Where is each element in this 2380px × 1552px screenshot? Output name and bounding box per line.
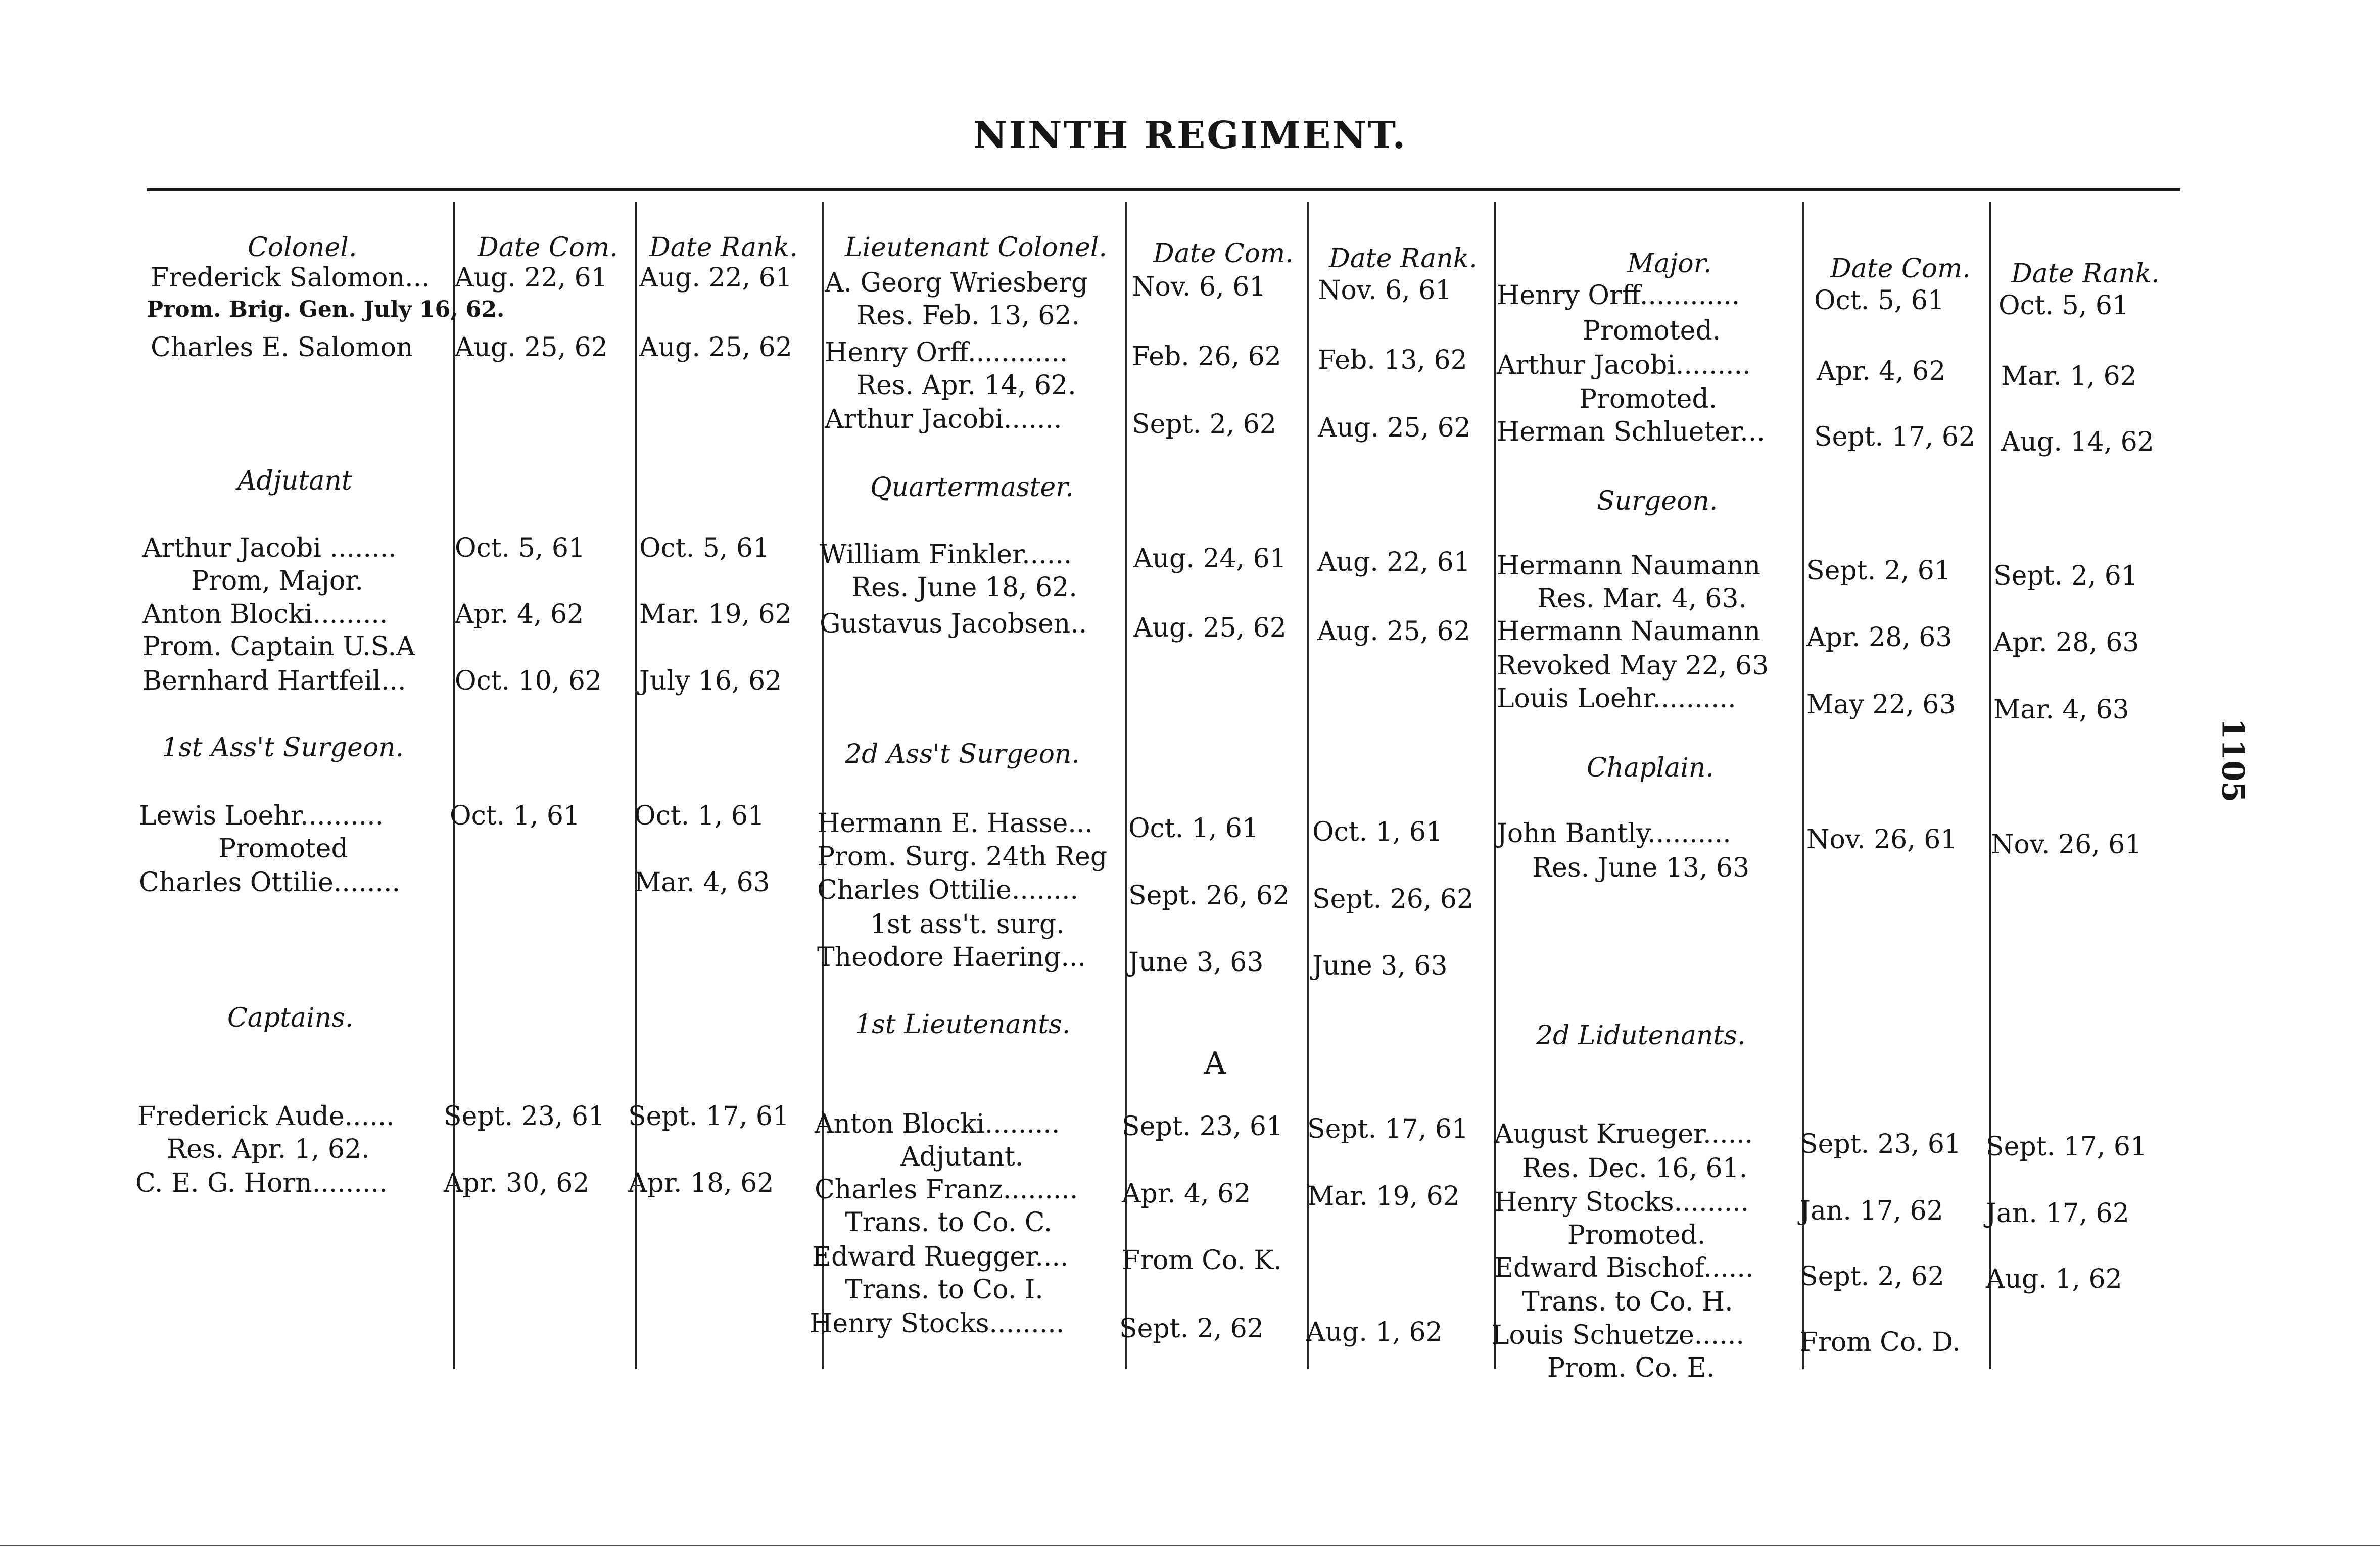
date-rank: Mar. 19, 62 xyxy=(639,599,792,629)
officer-name: John Bantly.......... xyxy=(1497,818,1731,849)
officer-note: Res. Mar. 4, 63. xyxy=(1537,584,1747,614)
header-1st-lieutenants: 1st Lieutenants. xyxy=(855,1009,1071,1040)
date-com: Apr. 28, 63 xyxy=(1806,622,1953,653)
date-rank: Aug. 1, 62 xyxy=(1306,1317,1443,1347)
date-com: Sept. 2, 61 xyxy=(1806,556,1951,586)
date-com: From Co. D. xyxy=(1800,1327,1961,1357)
officer-note: Prom. Captain U.S.A xyxy=(142,632,415,662)
date-com: Oct. 1, 61 xyxy=(450,801,581,831)
officer-name: Louis Schuetze...... xyxy=(1492,1320,1744,1350)
officer-note: Res. June 18, 62. xyxy=(851,572,1077,603)
column-rule xyxy=(1802,202,1804,1369)
date-com: Apr. 30, 62 xyxy=(444,1168,590,1198)
date-com: Nov. 26, 61 xyxy=(1806,825,1958,855)
officer-note: Trans. to Co. I. xyxy=(845,1275,1043,1305)
date-rank: Oct. 5, 61 xyxy=(1998,290,2129,321)
officer-name: Theodore Haering... xyxy=(817,942,1086,973)
officer-note: Res. Apr. 14, 62. xyxy=(856,370,1076,401)
top-rule xyxy=(147,188,2180,191)
officer-note: Prom. Brig. Gen. July 16, 62. xyxy=(147,297,505,322)
header-date-rank-1: Date Rank. xyxy=(649,232,798,263)
officer-name: Charles Ottilie........ xyxy=(139,867,401,898)
date-com: Aug. 25, 62 xyxy=(1133,613,1287,643)
date-com: June 3, 63 xyxy=(1128,947,1264,978)
officer-name: Edward Ruegger.... xyxy=(812,1242,1069,1272)
column-rule xyxy=(1989,202,1991,1369)
date-rank: Aug. 22, 61 xyxy=(639,263,792,293)
officer-note: Promoted xyxy=(218,834,348,864)
date-rank: Nov. 26, 61 xyxy=(1991,830,2142,860)
officer-note: Prom. Surg. 24th Reg xyxy=(817,842,1108,872)
officer-name: Hermann Naumann xyxy=(1497,551,1761,581)
officer-name: Frederick Aude...... xyxy=(137,1101,395,1132)
date-com: Sept. 23, 61 xyxy=(1122,1111,1283,1142)
officer-note: 1st ass't. surg. xyxy=(870,909,1065,940)
date-com: Sept. 23, 61 xyxy=(444,1101,605,1132)
officer-note: Prom. Co. E. xyxy=(1547,1353,1715,1383)
date-rank: Mar. 19, 62 xyxy=(1307,1181,1460,1211)
date-rank: Oct. 1, 61 xyxy=(1312,817,1443,847)
header-date-com-2: Date Com. xyxy=(1153,238,1294,269)
bottom-rule xyxy=(0,1545,2380,1546)
header-2d-lieutenants: 2d Lidutenants. xyxy=(1536,1021,1746,1051)
date-com: Sept. 2, 62 xyxy=(1132,409,1276,440)
officer-name: August Krueger...... xyxy=(1494,1119,1753,1149)
date-com: Sept. 2, 62 xyxy=(1119,1314,1264,1344)
officer-note: Res. Apr. 1, 62. xyxy=(167,1134,370,1165)
officer-note: Res. June 13, 63 xyxy=(1532,853,1750,883)
officer-note: Prom, Major. xyxy=(191,566,363,596)
date-com: Nov. 6, 61 xyxy=(1132,272,1266,302)
header-date-com-1: Date Com. xyxy=(478,232,618,263)
date-com: Sept. 17, 62 xyxy=(1814,422,1976,452)
date-com: Oct. 1, 61 xyxy=(1128,813,1259,844)
date-com: Oct. 5, 61 xyxy=(1814,285,1945,316)
officer-name: William Finkler...... xyxy=(820,540,1072,570)
date-com: Aug. 22, 61 xyxy=(455,263,608,293)
date-rank: Oct. 1, 61 xyxy=(634,801,765,831)
date-rank: July 16, 62 xyxy=(639,666,782,696)
header-2d-asst-surgeon: 2d Ass't Surgeon. xyxy=(845,739,1080,769)
officer-note: Trans. to Co. C. xyxy=(845,1207,1053,1238)
date-com: Jan. 17, 62 xyxy=(1800,1196,1943,1226)
officer-name: A. Georg Wriesberg xyxy=(825,268,1088,298)
date-com: Oct. 5, 61 xyxy=(455,533,586,563)
header-lt-colonel: Lieutenant Colonel. xyxy=(845,232,1107,263)
page-title: NINTH REGIMENT. xyxy=(973,114,1407,157)
officer-name: Gustavus Jacobsen.. xyxy=(820,609,1087,639)
date-com: Apr. 4, 62 xyxy=(1122,1179,1251,1209)
officer-name: Lewis Loehr.......... xyxy=(139,801,384,831)
date-rank: Aug. 22, 61 xyxy=(1317,547,1470,577)
date-rank: Mar. 1, 62 xyxy=(2001,361,2137,392)
officer-name: Louis Loehr.......... xyxy=(1497,684,1736,714)
header-major: Major. xyxy=(1627,249,1712,279)
date-rank: Aug. 25, 62 xyxy=(1317,616,1470,647)
officer-name: Arthur Jacobi......... xyxy=(1497,350,1751,380)
officer-note: Res. Dec. 16, 61. xyxy=(1522,1153,1748,1184)
date-rank: Sept. 17, 61 xyxy=(1986,1132,2148,1162)
officer-name: Frederick Salomon... xyxy=(151,263,430,293)
company-letter: A xyxy=(1204,1046,1226,1081)
date-rank: Nov. 6, 61 xyxy=(1318,275,1452,306)
date-com: From Co. K. xyxy=(1122,1245,1282,1276)
officer-name: C. E. G. Horn......... xyxy=(135,1168,388,1198)
date-rank: Mar. 4, 63 xyxy=(1993,695,2129,725)
officer-note: Adjutant. xyxy=(900,1142,1024,1172)
officer-name: Charles Ottilie........ xyxy=(817,875,1079,905)
officer-note: Promoted. xyxy=(1567,1220,1706,1250)
officer-name: Herman Schlueter... xyxy=(1497,417,1765,447)
officer-name: Henry Stocks......... xyxy=(810,1308,1065,1339)
officer-name: Hermann E. Hasse... xyxy=(817,808,1093,839)
officer-name: Anton Blocki......... xyxy=(142,599,388,629)
date-rank: Sept. 17, 61 xyxy=(628,1101,790,1132)
officer-name: Henry Stocks......... xyxy=(1494,1187,1749,1218)
officer-note: Trans. to Co. H. xyxy=(1522,1287,1733,1317)
officer-name: Charles E. Salomon xyxy=(151,332,413,363)
header-colonel: Colonel. xyxy=(248,232,357,263)
date-rank: June 3, 63 xyxy=(1312,951,1448,981)
officer-note: Promoted. xyxy=(1579,384,1718,414)
date-rank: Apr. 18, 62 xyxy=(628,1168,774,1198)
officer-name: Charles Franz......... xyxy=(815,1175,1078,1205)
officer-name: Hermann Naumann xyxy=(1497,616,1761,647)
officer-note: Revoked May 22, 63 xyxy=(1497,651,1769,681)
date-com: Sept. 26, 62 xyxy=(1128,881,1290,911)
officer-name: Bernhard Hartfeil... xyxy=(142,666,406,696)
date-rank: Oct. 5, 61 xyxy=(639,533,770,563)
header-adjutant: Adjutant xyxy=(237,466,352,496)
header-quartermaster: Quartermaster. xyxy=(870,472,1074,503)
officer-name: Henry Orff............ xyxy=(825,337,1068,368)
date-rank: Feb. 13, 62 xyxy=(1318,345,1467,375)
date-com: Feb. 26, 62 xyxy=(1132,342,1281,372)
date-rank: Sept. 2, 61 xyxy=(1993,561,2138,591)
date-rank: Sept. 17, 61 xyxy=(1307,1114,1469,1144)
header-date-rank-3: Date Rank. xyxy=(2011,259,2160,289)
officer-name: Arthur Jacobi ........ xyxy=(142,533,397,563)
date-com: Sept. 23, 61 xyxy=(1800,1129,1962,1159)
header-date-com-3: Date Com. xyxy=(1830,254,1971,284)
header-date-rank-2: Date Rank. xyxy=(1329,244,1478,274)
date-rank: Aug. 25, 62 xyxy=(639,332,792,363)
date-com: Oct. 10, 62 xyxy=(455,666,602,696)
date-com: May 22, 63 xyxy=(1806,690,1956,720)
header-surgeon: Surgeon. xyxy=(1597,486,1718,516)
date-rank: Mar. 4, 63 xyxy=(634,867,770,898)
header-1st-asst-surgeon: 1st Ass't Surgeon. xyxy=(162,733,404,763)
date-rank: Jan. 17, 62 xyxy=(1986,1198,2129,1229)
date-com: Apr. 4, 62 xyxy=(1817,356,1946,386)
date-rank: Apr. 28, 63 xyxy=(1993,627,2139,658)
officer-note: Promoted. xyxy=(1583,316,1721,346)
officer-name: Edward Bischof...... xyxy=(1494,1253,1754,1283)
header-captains: Captains. xyxy=(227,1003,354,1033)
date-rank: Sept. 26, 62 xyxy=(1312,884,1474,914)
date-com: Sept. 2, 62 xyxy=(1800,1262,1944,1292)
officer-name: Henry Orff............ xyxy=(1497,280,1740,311)
officer-note: Res. Feb. 13, 62. xyxy=(856,301,1080,331)
date-com: Apr. 4, 62 xyxy=(455,599,584,629)
page-number: 1105 xyxy=(2215,718,2251,803)
date-com: Aug. 24, 61 xyxy=(1133,544,1287,574)
date-rank: Aug. 14, 62 xyxy=(2001,427,2154,457)
officer-name: Arthur Jacobi....... xyxy=(825,404,1062,434)
header-chaplain: Chaplain. xyxy=(1587,753,1714,783)
date-rank: Aug. 25, 62 xyxy=(1318,413,1471,443)
date-com: Aug. 25, 62 xyxy=(455,332,608,363)
date-rank: Aug. 1, 62 xyxy=(1986,1264,2122,1294)
officer-name: Anton Blocki......... xyxy=(815,1109,1060,1139)
